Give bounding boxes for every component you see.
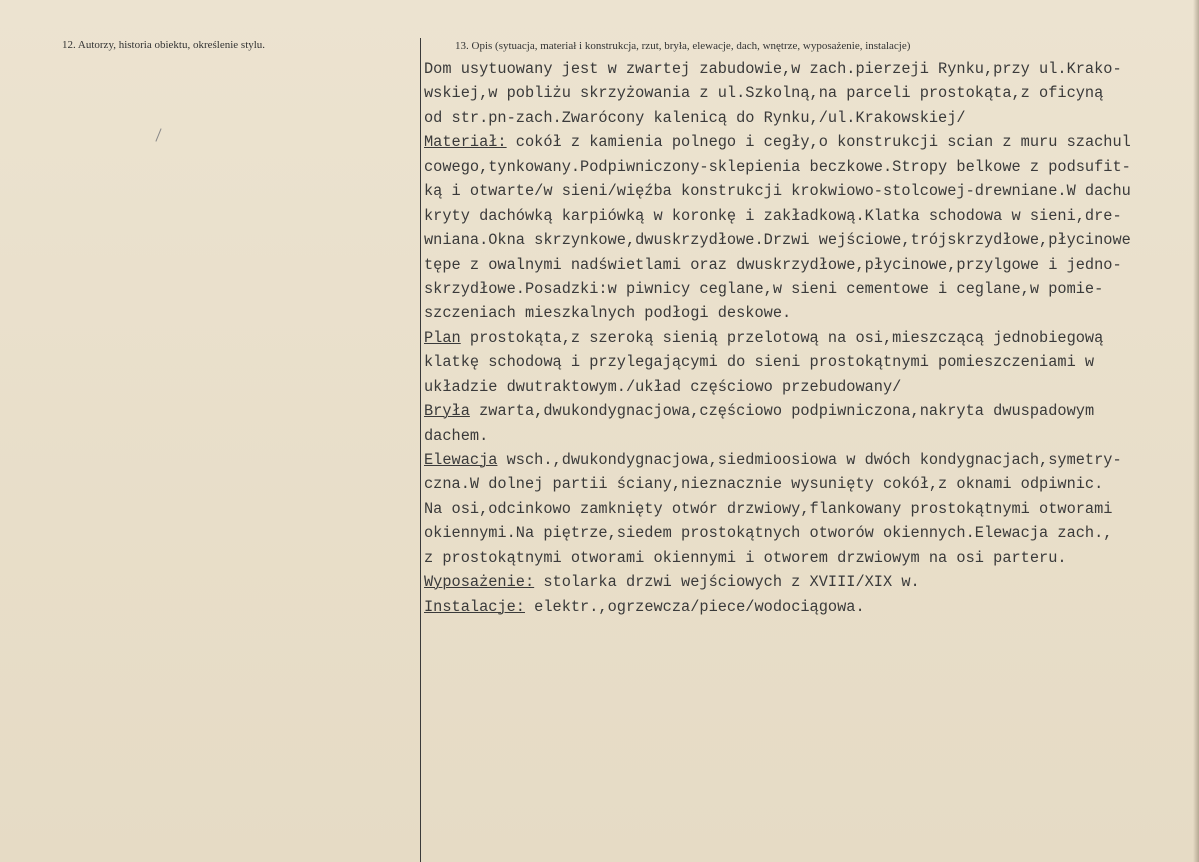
text-line: [424, 375, 1194, 399]
line-text: wsch.,dwukondygnacjowa,siedmioosiowa w dwóch kondygnacjach,symetry-: [497, 451, 1122, 469]
text-line: [424, 448, 1194, 472]
line-text: zwarta,dwukondygnacjowa,częściowo podpiwniczona,nakryta dwuspadowym: [469, 402, 1095, 421]
text-line: [424, 399, 1194, 423]
line-text: tępe z owalnymi nadświetlami oraz dwuskrzydłowe,płycinowe,przylgowe i jedno-: [424, 255, 1122, 274]
line-text: od str.pn-zach.Zwarócony kalenicą do Rynku,/ul.Krakowskiej/: [424, 108, 966, 127]
line-text: cokół z kamienia polnego i cegły,o konstrukcji scian z muru szachul: [506, 133, 1131, 152]
text-line: [424, 253, 1194, 277]
line-text: szczeniach mieszkalnych podłogi deskowe.: [424, 304, 792, 323]
text-line: [424, 179, 1194, 203]
line-text: Dom usytuowany jest w zwartej zabudowie,w zach.pierzeji Rynku,przy ul.Krako-: [424, 60, 1122, 78]
section-12-header: 12. Autorzy, historia obiektu, określenie stylu.: [62, 39, 266, 51]
line-text: okiennymi.Na piętrze,siedem prostokątnych otworów okiennych.Elewacja zach.,: [424, 524, 1113, 543]
text-line: [424, 497, 1194, 521]
text-line: [424, 326, 1194, 350]
text-line: [424, 546, 1194, 570]
page-edge: [1193, 0, 1199, 862]
section-label: Bryła: [424, 402, 470, 421]
pencil-mark: [155, 128, 161, 141]
line-text: elektr.,ogrzewcza/piece/wodociągowa.: [524, 597, 865, 616]
text-line: [424, 595, 1194, 619]
text-line: [424, 204, 1194, 228]
line-text: skrzydłowe.Posadzki:w piwnicy ceglane,w sieni cementowe i ceglane,w pomie-: [424, 279, 1104, 298]
text-line: [424, 228, 1194, 252]
section-label: Elewacja: [424, 451, 498, 469]
line-text: czna.W dolnej partii ściany,nieznacznie wysunięty cokół,z oknami odpiwnic.: [424, 475, 1104, 494]
section-label: Materiał:: [424, 133, 507, 152]
line-text: prostokąta,z szeroką sienią przelotową na osi,mieszczącą jednobiegową: [460, 328, 1104, 347]
description-text: [424, 57, 1194, 619]
line-text: klatkę schodową i przylegającymi do sieni prostokątnymi pomieszczeniami w: [424, 353, 1095, 372]
text-line: [424, 57, 1194, 81]
line-text: układzie dwutraktowym./układ częściowo przebudowany/: [424, 377, 902, 396]
line-text: cowego,tynkowany.Podpiwniczony-sklepienia beczkowe.Stropy belkowe z podsufit-: [424, 157, 1131, 176]
line-text: ką i otwarte/w sieni/więźba konstrukcji krokwiowo-stolcowej-drewniane.W dachu: [424, 182, 1131, 201]
line-text: wskiej,w pobliżu skrzyżowania z ul.Szkolną,na parceli prostokąta,z oficyną: [424, 84, 1104, 103]
text-line: [424, 570, 1194, 594]
line-text: z prostokątnymi otworami okiennymi i otworem drzwiowym na osi parteru.: [424, 548, 1067, 567]
line-text: stolarka drzwi wejściowych z XVIII/XIX w.: [534, 573, 920, 592]
section-label: Instalacje:: [424, 597, 525, 616]
section-13-header: 13. Opis (sytuacja, materiał i konstrukcja, rzut, bryła, elewacje, dach, wnętrze, wyposażenie, instalacje): [455, 40, 911, 52]
line-text: dachem.: [424, 426, 489, 445]
text-line: [424, 472, 1194, 496]
column-divider: [420, 38, 421, 862]
line-text: Na osi,odcinkowo zamknięty otwór drzwiowy,flankowany prostokątnymi otworami: [424, 499, 1113, 518]
text-line: [424, 277, 1194, 301]
text-line: [424, 81, 1194, 105]
text-line: [424, 130, 1194, 154]
line-text: wniana.Okna skrzynkowe,dwuskrzydłowe.Drzwi wejściowe,trójskrzydłowe,płycinowe: [424, 231, 1131, 250]
line-text: kryty dachówką karpiówką w koronkę i zakładkową.Klatka schodowa w sieni,dre-: [424, 206, 1122, 225]
section-label: Wyposażenie:: [424, 573, 535, 592]
text-line: [424, 350, 1194, 374]
text-line: [424, 106, 1194, 130]
text-line: [424, 155, 1194, 179]
text-line: [424, 301, 1194, 325]
text-line: [424, 424, 1194, 448]
section-label: Plan: [424, 328, 461, 347]
text-line: [424, 521, 1194, 545]
